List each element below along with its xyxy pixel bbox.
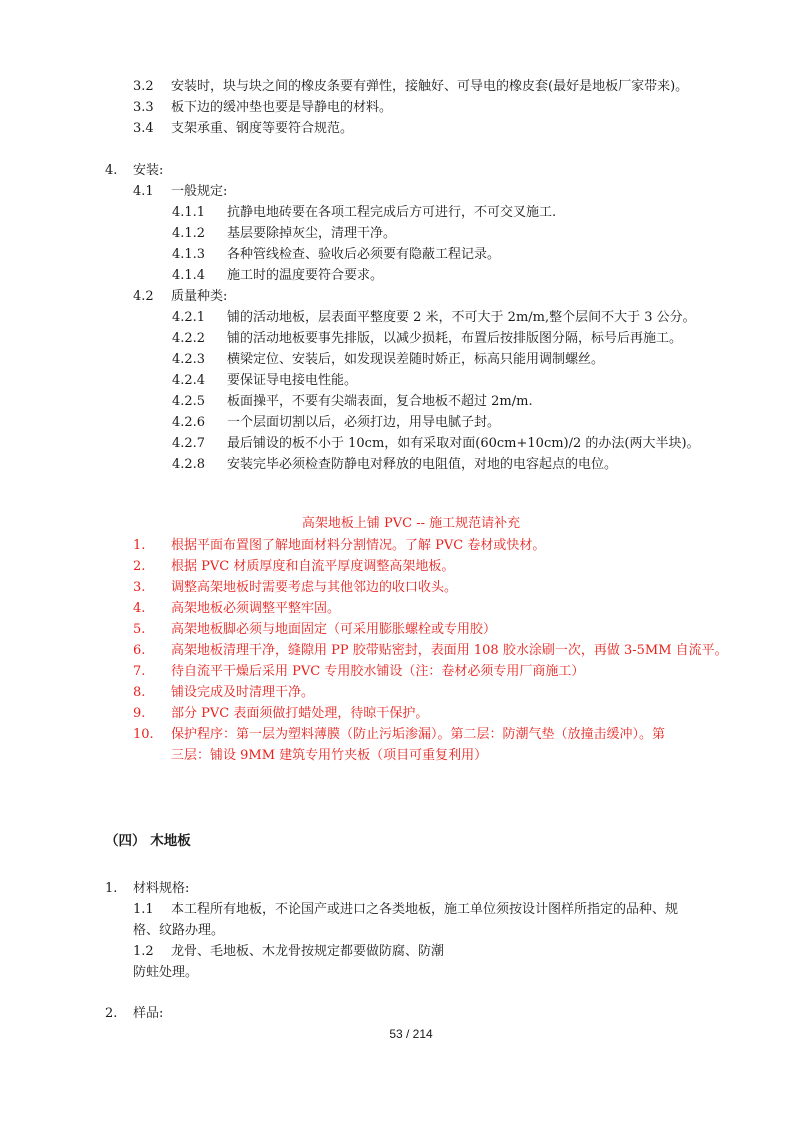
item-number: 4.2.8 <box>172 457 206 472</box>
item-number: 7. <box>133 664 146 679</box>
item-number: 4.2.3 <box>172 352 206 367</box>
pvc-item-3 <box>133 580 457 596</box>
item-text: 高架地板脚必须与地面固定（可采用膨胀螺栓或专用胶） <box>171 622 497 637</box>
item-number: 4.1.2 <box>172 226 206 241</box>
item-4-2-6 <box>172 415 500 431</box>
item-text: 部分 PVC 表面须做打蜡处理，待晾干保护。 <box>171 706 429 721</box>
item-text: 高架地板必须调整平整牢固。 <box>171 601 341 616</box>
subsection-number: 4.1 <box>133 184 154 199</box>
item-text: 抗静电地砖要在各项工程完成后方可进行，不可交叉施工. <box>227 205 557 220</box>
section-number: 1. <box>105 881 118 896</box>
item-number: 4.1.4 <box>172 268 206 283</box>
pvc-item-1 <box>133 538 545 554</box>
section-number: 4. <box>105 163 118 178</box>
item-number: 3. <box>133 580 146 595</box>
item-text: 安装完毕必须检查防静电对释放的电阻值，对地的电容起点的电位。 <box>227 457 618 472</box>
item-text: 施工时的温度要符合要求。 <box>227 268 384 283</box>
item-text: 最后铺设的板不小于 10cm，如有采取对面(60cm+10cm)/2 的办法(两大半块)。 <box>227 436 700 451</box>
item-number: 3.2 <box>133 79 154 94</box>
wood-item-1-1-continued: 格、纹路办理。 <box>133 923 225 938</box>
item-text: 各种管线检查、验收后必须要有隐蔽工程记录。 <box>227 247 501 262</box>
item-3-3 <box>133 100 392 116</box>
item-text: 高架地板清理干净，缝隙用 PP 胶带贴密封，表面用 108 胶水涂刷一次，再做 3-5MM 自流平。 <box>171 643 728 658</box>
item-4-2-4 <box>172 373 357 389</box>
item-text: 根据平面布置图了解地面材料分割情况。了解 PVC 卷材或快材。 <box>171 538 546 553</box>
item-text: 安装时，块与块之间的橡皮条要有弹性，接触好、可导电的橡皮套(最好是地板厂家带来)。 <box>171 79 689 94</box>
item-text: 支架承重、钢度等要符合规范。 <box>171 121 354 136</box>
item-text: 横梁定位、安装后，如发现误差随时娇正，标高只能用调制螺丝。 <box>227 352 605 367</box>
item-4-2-2 <box>172 331 682 347</box>
item-4-1-4 <box>172 268 383 284</box>
item-text: 板下边的缓冲垫也要是导静电的材料。 <box>171 100 393 115</box>
wood-item-1-1 <box>133 902 678 918</box>
subsection-title: 一般规定: <box>171 184 228 199</box>
section-4-heading <box>105 163 163 179</box>
item-text: 待自流平干燥后采用 PVC 专用胶水铺设（注：卷材必须专用厂商施工） <box>171 664 585 679</box>
item-number: 4.2.6 <box>172 415 206 430</box>
pvc-item-10-continued: 三层：铺设 9MM 建筑专用竹夹板（项目可重复利用） <box>171 748 488 763</box>
pvc-item-6 <box>133 643 728 659</box>
pvc-section-title: 高架地板上铺 PVC -- 施工规范请补充 <box>301 516 521 531</box>
item-3-4 <box>133 121 353 137</box>
wood-section-2-heading <box>105 1006 163 1022</box>
item-text: 本工程所有地板，不论国产或进口之各类地板，施工单位须按设计图样所指定的品种、规 <box>171 902 679 917</box>
section-title: 材料规格: <box>133 881 190 896</box>
item-4-2-1 <box>172 310 696 326</box>
item-number: 10. <box>133 727 154 742</box>
item-text: 铺的活动地板，层表面平整度要 2 米，不可大于 2m/m,整个层间不大于 3 公分。 <box>227 310 696 325</box>
item-number: 8. <box>133 685 146 700</box>
item-number: 1.2 <box>133 944 154 959</box>
item-number: 4.2.7 <box>172 436 206 451</box>
item-number: 4.2.5 <box>172 394 206 409</box>
item-number: 3.3 <box>133 100 154 115</box>
item-text: 调整高架地板时需要考虑与其他邻边的收口收头。 <box>171 580 458 595</box>
section-title: 样品: <box>133 1006 164 1021</box>
item-text: 保护程序：第一层为塑料薄膜（防止污垢渗漏）。第二层：防潮气垫（放撞击缓冲）。第 <box>171 727 666 742</box>
item-number: 1.1 <box>133 902 154 917</box>
wood-section-1-heading <box>105 881 189 897</box>
pvc-item-4 <box>133 601 340 617</box>
pvc-item-10 <box>133 727 665 743</box>
item-4-2-3 <box>172 352 604 368</box>
item-text: 铺设完成及时清理干净。 <box>171 685 315 700</box>
item-number: 4.1.1 <box>172 205 206 220</box>
item-4-2-8 <box>172 457 617 473</box>
pvc-item-8 <box>133 685 314 701</box>
pvc-item-2 <box>133 559 454 575</box>
item-number: 1. <box>133 538 146 553</box>
subsection-number: 4.2 <box>133 289 154 304</box>
subsection-title: 质量种类: <box>171 289 228 304</box>
pvc-item-9 <box>133 706 428 722</box>
pvc-item-7 <box>133 664 584 680</box>
item-4-1-1 <box>172 205 556 221</box>
item-text: 铺的活动地板要事先排版，以减少损耗，布置后按排版图分隔，标号后再施工。 <box>227 331 683 346</box>
page-number: 53 / 214 <box>389 1027 433 1041</box>
item-number: 6. <box>133 643 146 658</box>
item-number: 9. <box>133 706 146 721</box>
item-number: 3.4 <box>133 121 154 136</box>
pvc-item-5 <box>133 622 496 638</box>
item-number: 4. <box>133 601 146 616</box>
item-text: 板面操平，不要有尖端表面，复合地板不超过 2m/m. <box>227 394 533 409</box>
item-text: 龙骨、毛地板、木龙骨按规定都要做防腐、防潮 <box>171 944 445 959</box>
item-4-1-3 <box>172 247 500 263</box>
subsection-4-2-heading <box>133 289 227 305</box>
item-4-2-5 <box>172 394 533 410</box>
wood-floor-heading: （四） 木地板 <box>105 833 191 849</box>
section-number: 2. <box>105 1006 118 1021</box>
subsection-4-1-heading <box>133 184 227 200</box>
section-title: 安装: <box>133 163 164 178</box>
item-number: 5. <box>133 622 146 637</box>
item-3-2 <box>133 79 688 95</box>
item-number: 4.2.2 <box>172 331 206 346</box>
item-text: 要保证导电接电性能。 <box>227 373 358 388</box>
item-number: 4.2.1 <box>172 310 206 325</box>
item-number: 4.1.3 <box>172 247 206 262</box>
item-number: 2. <box>133 559 146 574</box>
item-text: 基层要除掉灰尘，清理干净。 <box>227 226 397 241</box>
item-text: 根据 PVC 材质厚度和自流平厚度调整高架地板。 <box>171 559 455 574</box>
item-number: 4.2.4 <box>172 373 206 388</box>
item-text: 一个层面切割以后，必须打边，用导电腻子封。 <box>227 415 501 430</box>
wood-item-1-2-continued: 防蛀处理。 <box>133 965 199 980</box>
item-4-1-2 <box>172 226 396 242</box>
item-4-2-7 <box>172 436 700 452</box>
wood-item-1-2 <box>133 944 444 960</box>
